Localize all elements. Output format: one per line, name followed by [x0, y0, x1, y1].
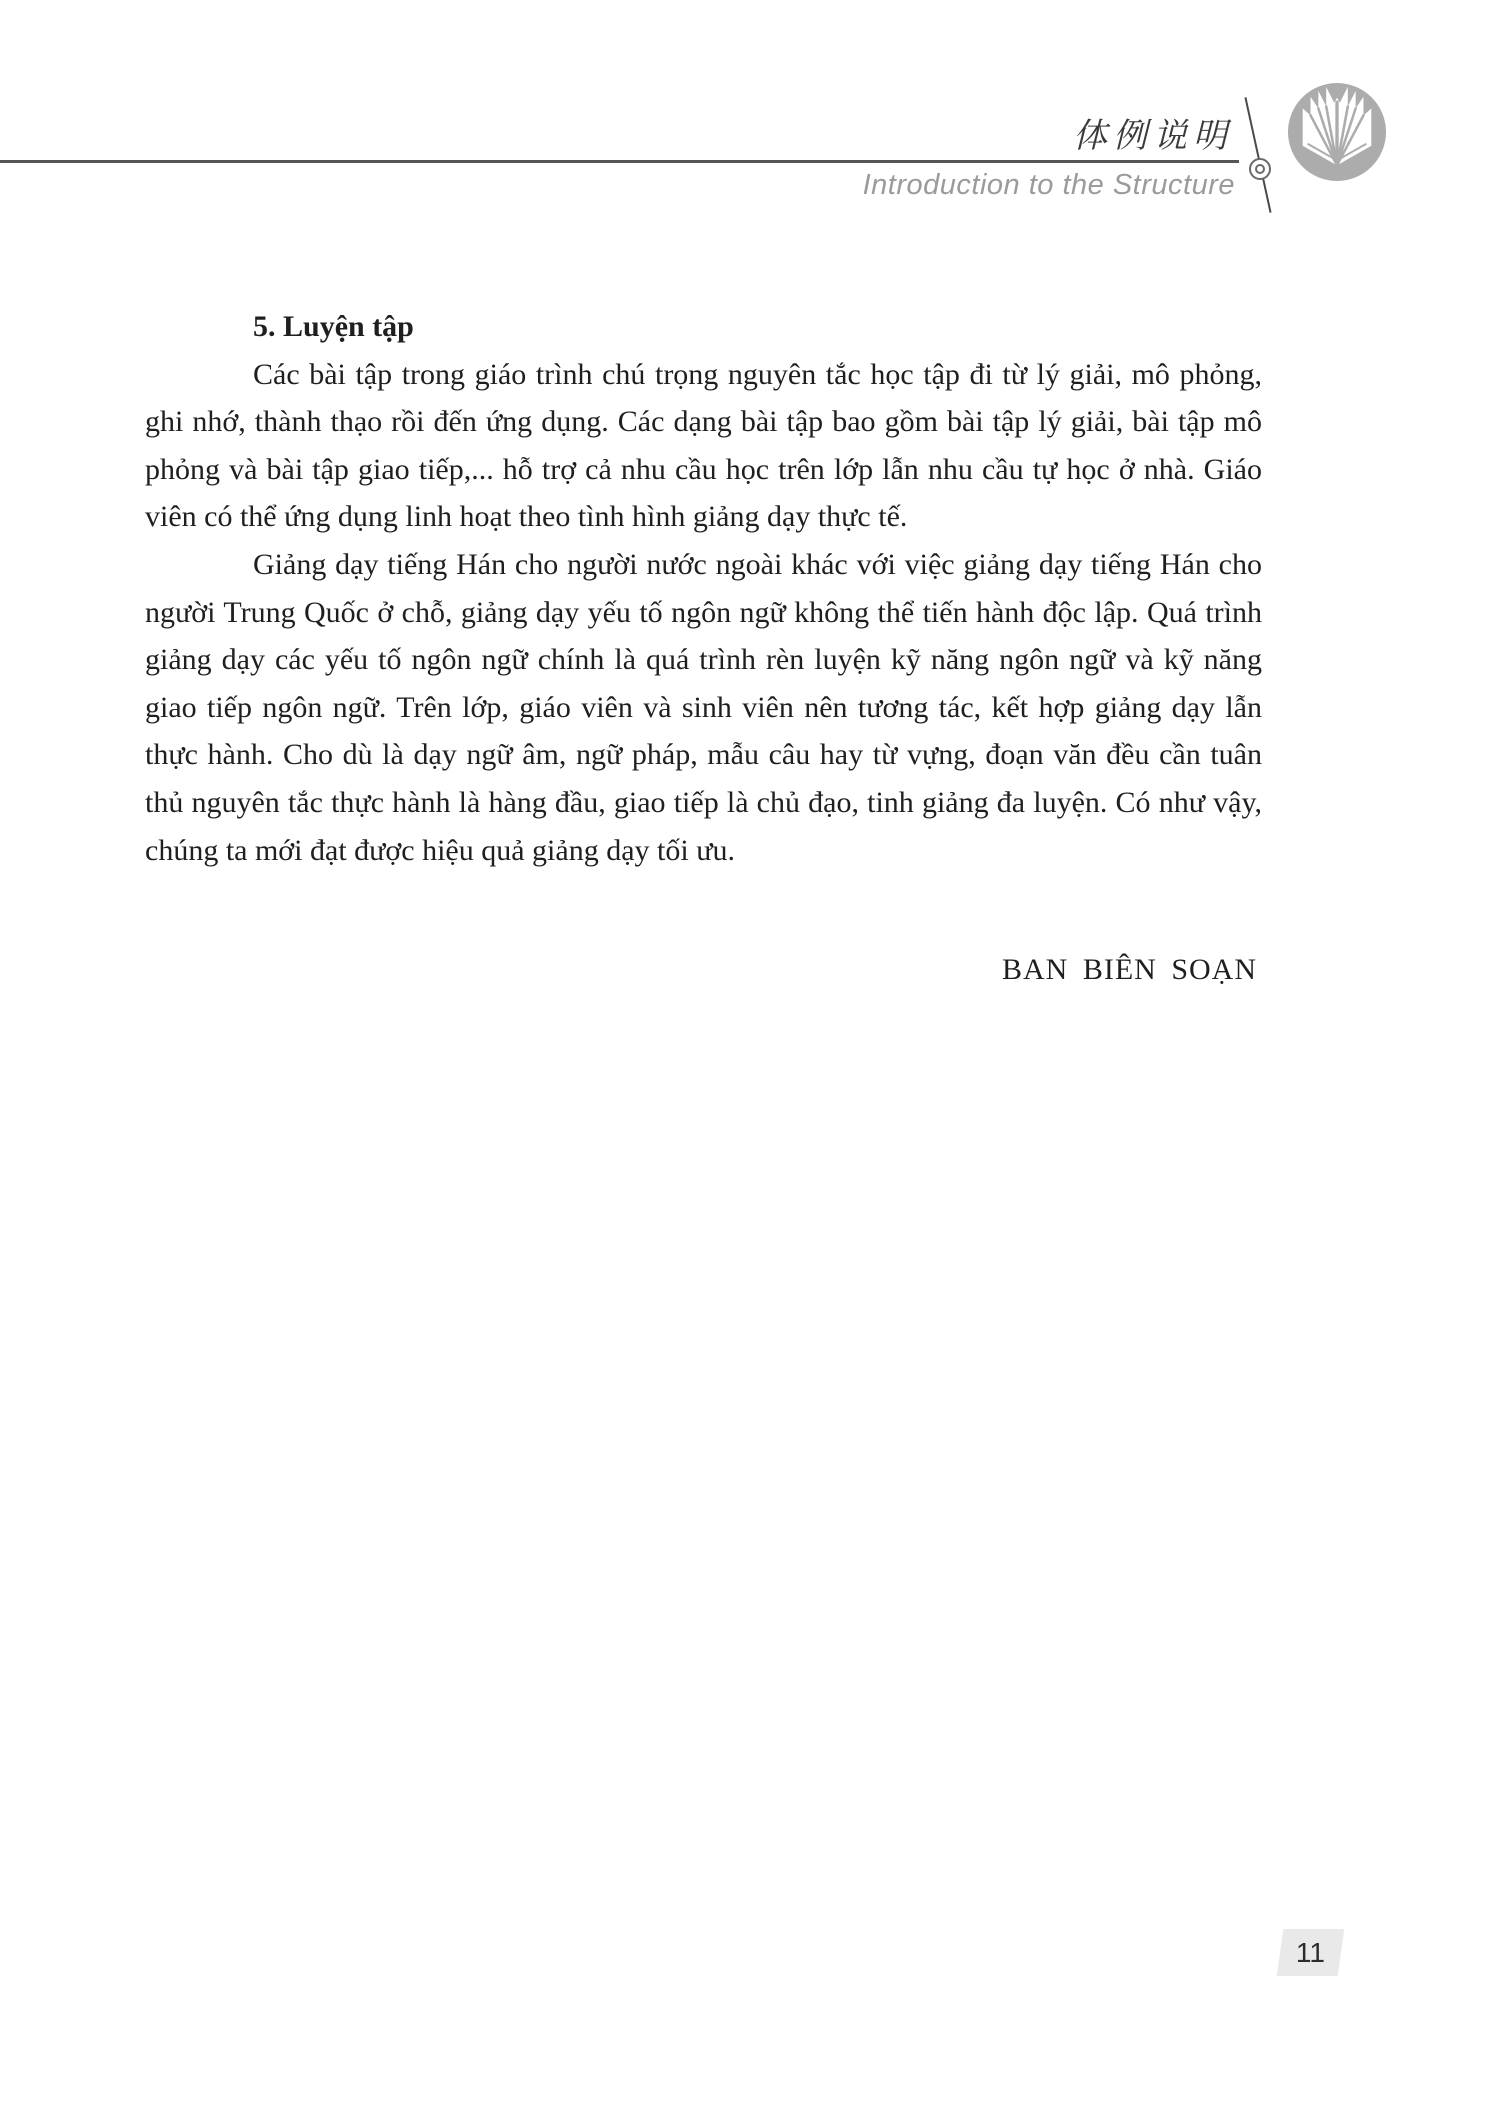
double-ring-icon [1249, 158, 1271, 180]
header-title-english: Introduction to the Structure [862, 169, 1235, 201]
main-text-block [145, 303, 1262, 994]
open-book-logo-icon [1288, 83, 1386, 181]
header-divider-line [0, 160, 1239, 163]
page-number: 11 [1295, 1936, 1326, 1968]
editorial-board-signoff: BAN BIÊN SOẠN [1001, 953, 1257, 987]
paragraph-2: Giảng dạy tiếng Hán cho người nước ngoài khác với việc giảng dạy tiếng Hán cho người Trung Quốc ở chỗ, giảng dạy yếu tố ngôn ngữ không thể tiến hành độc lập. Quá trình giảng dạy các yếu tố ngôn ngữ chính là quá trình rèn luyện kỹ năng ngôn ngữ và kỹ năng giao tiếp ngôn ngữ. Trên lớp, giáo viên và sinh viên nên tương tác, kết hợp giảng dạy lẫn thực hành. Cho dù là dạy ngữ âm, ngữ pháp, mẫu câu hay từ vựng, đoạn văn đều cần tuân thủ nguyên tắc thực hành là hàng đầu, giao tiếp là chủ đạo, tinh giảng đa luyện. Có như vậy, chúng ta mới đạt được hiệu quả giảng dạy tối ưu. [145, 547, 1262, 867]
section-heading: 5. Luyện tập [253, 310, 414, 343]
page-number-tab [1277, 1929, 1345, 1976]
paragraph-1: Các bài tập trong giáo trình chú trọng nguyên tắc học tập đi từ lý giải, mô phỏng, ghi nhớ, thành thạo rồi đến ứng dụng. Các dạng bài tập bao gồm bài tập lý giải, bài tập mô phỏng và bài tập giao tiếp,... hỗ trợ cả nhu cầu học trên lớp lẫn nhu cầu tự học ở nhà. Giáo viên có thể ứng dụng linh hoạt theo tình hình giảng dạy thực tế. [145, 357, 1262, 534]
diagonal-divider-line [1244, 97, 1271, 213]
header-title-chinese: 体例说明 [1073, 116, 1233, 156]
